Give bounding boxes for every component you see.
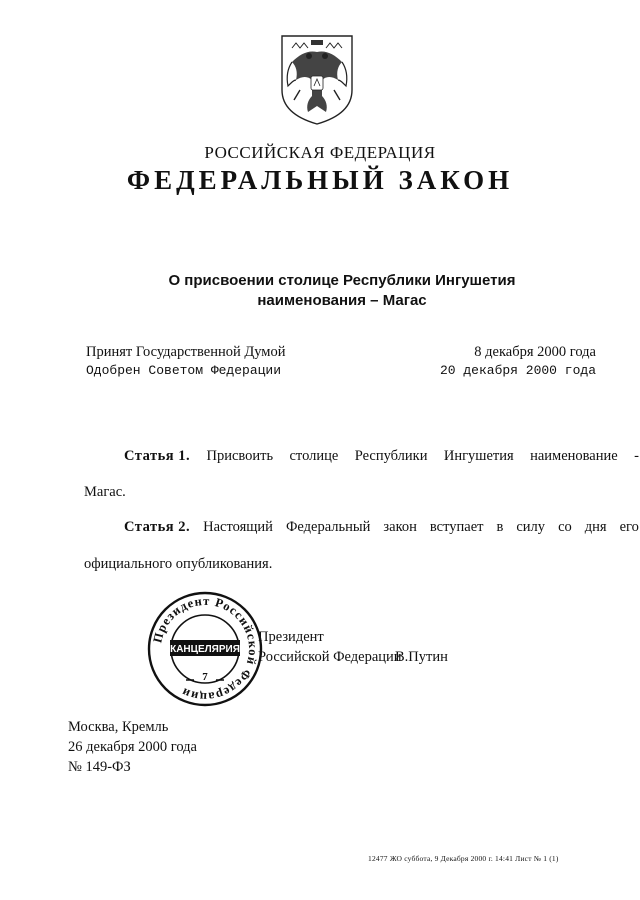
article-word: в [496, 519, 504, 535]
article-1-continuation: Магас. [84, 484, 126, 500]
article-2 [84, 519, 639, 536]
article-1 [84, 448, 639, 465]
article-1-first-line [124, 448, 639, 465]
article-word: вступает [429, 519, 484, 535]
article-word: Присвоить [206, 448, 274, 464]
article-word: наименование [530, 448, 618, 464]
article-word: закон [383, 519, 417, 535]
article-1-number: Статья 1. [124, 448, 191, 464]
article-word: - [634, 448, 639, 464]
duma-date: 8 декабря 2000 года [474, 344, 596, 360]
article-word: Республики [354, 448, 428, 464]
article-word: столице [289, 448, 339, 464]
signing-date: 26 декабря 2000 года [68, 739, 197, 755]
country-heading: РОССИЙСКАЯ ФЕДЕРАЦИЯ [204, 143, 436, 162]
signatory-title: Президент [258, 629, 324, 645]
article-2-continuation: официального опубликования. [84, 556, 273, 572]
article-2-first-line [124, 519, 639, 536]
law-title [0, 271, 640, 311]
law-type-heading: ФЕДЕРАЛЬНЫЙ ЗАКОН [126, 165, 514, 195]
article-word: дня [584, 519, 607, 535]
council-date: 20 декабря 2000 года [439, 363, 596, 378]
official-seal-stamp [146, 590, 264, 708]
council-label: Одобрен Советом Федерации [86, 363, 282, 378]
law-title-line-2: наименования – Магас [257, 292, 427, 309]
article-word: силу [516, 519, 546, 535]
law-number: № 149-ФЗ [68, 759, 131, 775]
article-word: Настоящий [203, 519, 273, 535]
law-title-line-1: О присвоении столице Республики Ингушетия [168, 272, 516, 289]
article-word: Ингушетия [443, 448, 514, 464]
coat-of-arms-icon [278, 32, 356, 126]
article-2-number: Статья 2. [124, 519, 191, 535]
article-word: со [558, 519, 572, 535]
signatory-subtitle: Российской Федерации [258, 649, 402, 665]
signatory-name: В.Путин [395, 649, 448, 665]
signing-place: Москва, Кремль [68, 719, 169, 735]
stamp-number: 7 [202, 671, 208, 683]
stamp-ring-text: Президент Российской Федерации [150, 593, 261, 705]
article-word: его [619, 519, 639, 535]
print-footer: 12477 ЖО суббота, 9 Декабря 2000 г. 14:41 Лист № 1 (1) [368, 854, 559, 863]
stamp-center-text: КАНЦЕЛЯРИЯ [170, 644, 240, 655]
duma-label: Принят Государственной Думой [86, 344, 286, 360]
article-word: Федеральный [285, 519, 371, 535]
